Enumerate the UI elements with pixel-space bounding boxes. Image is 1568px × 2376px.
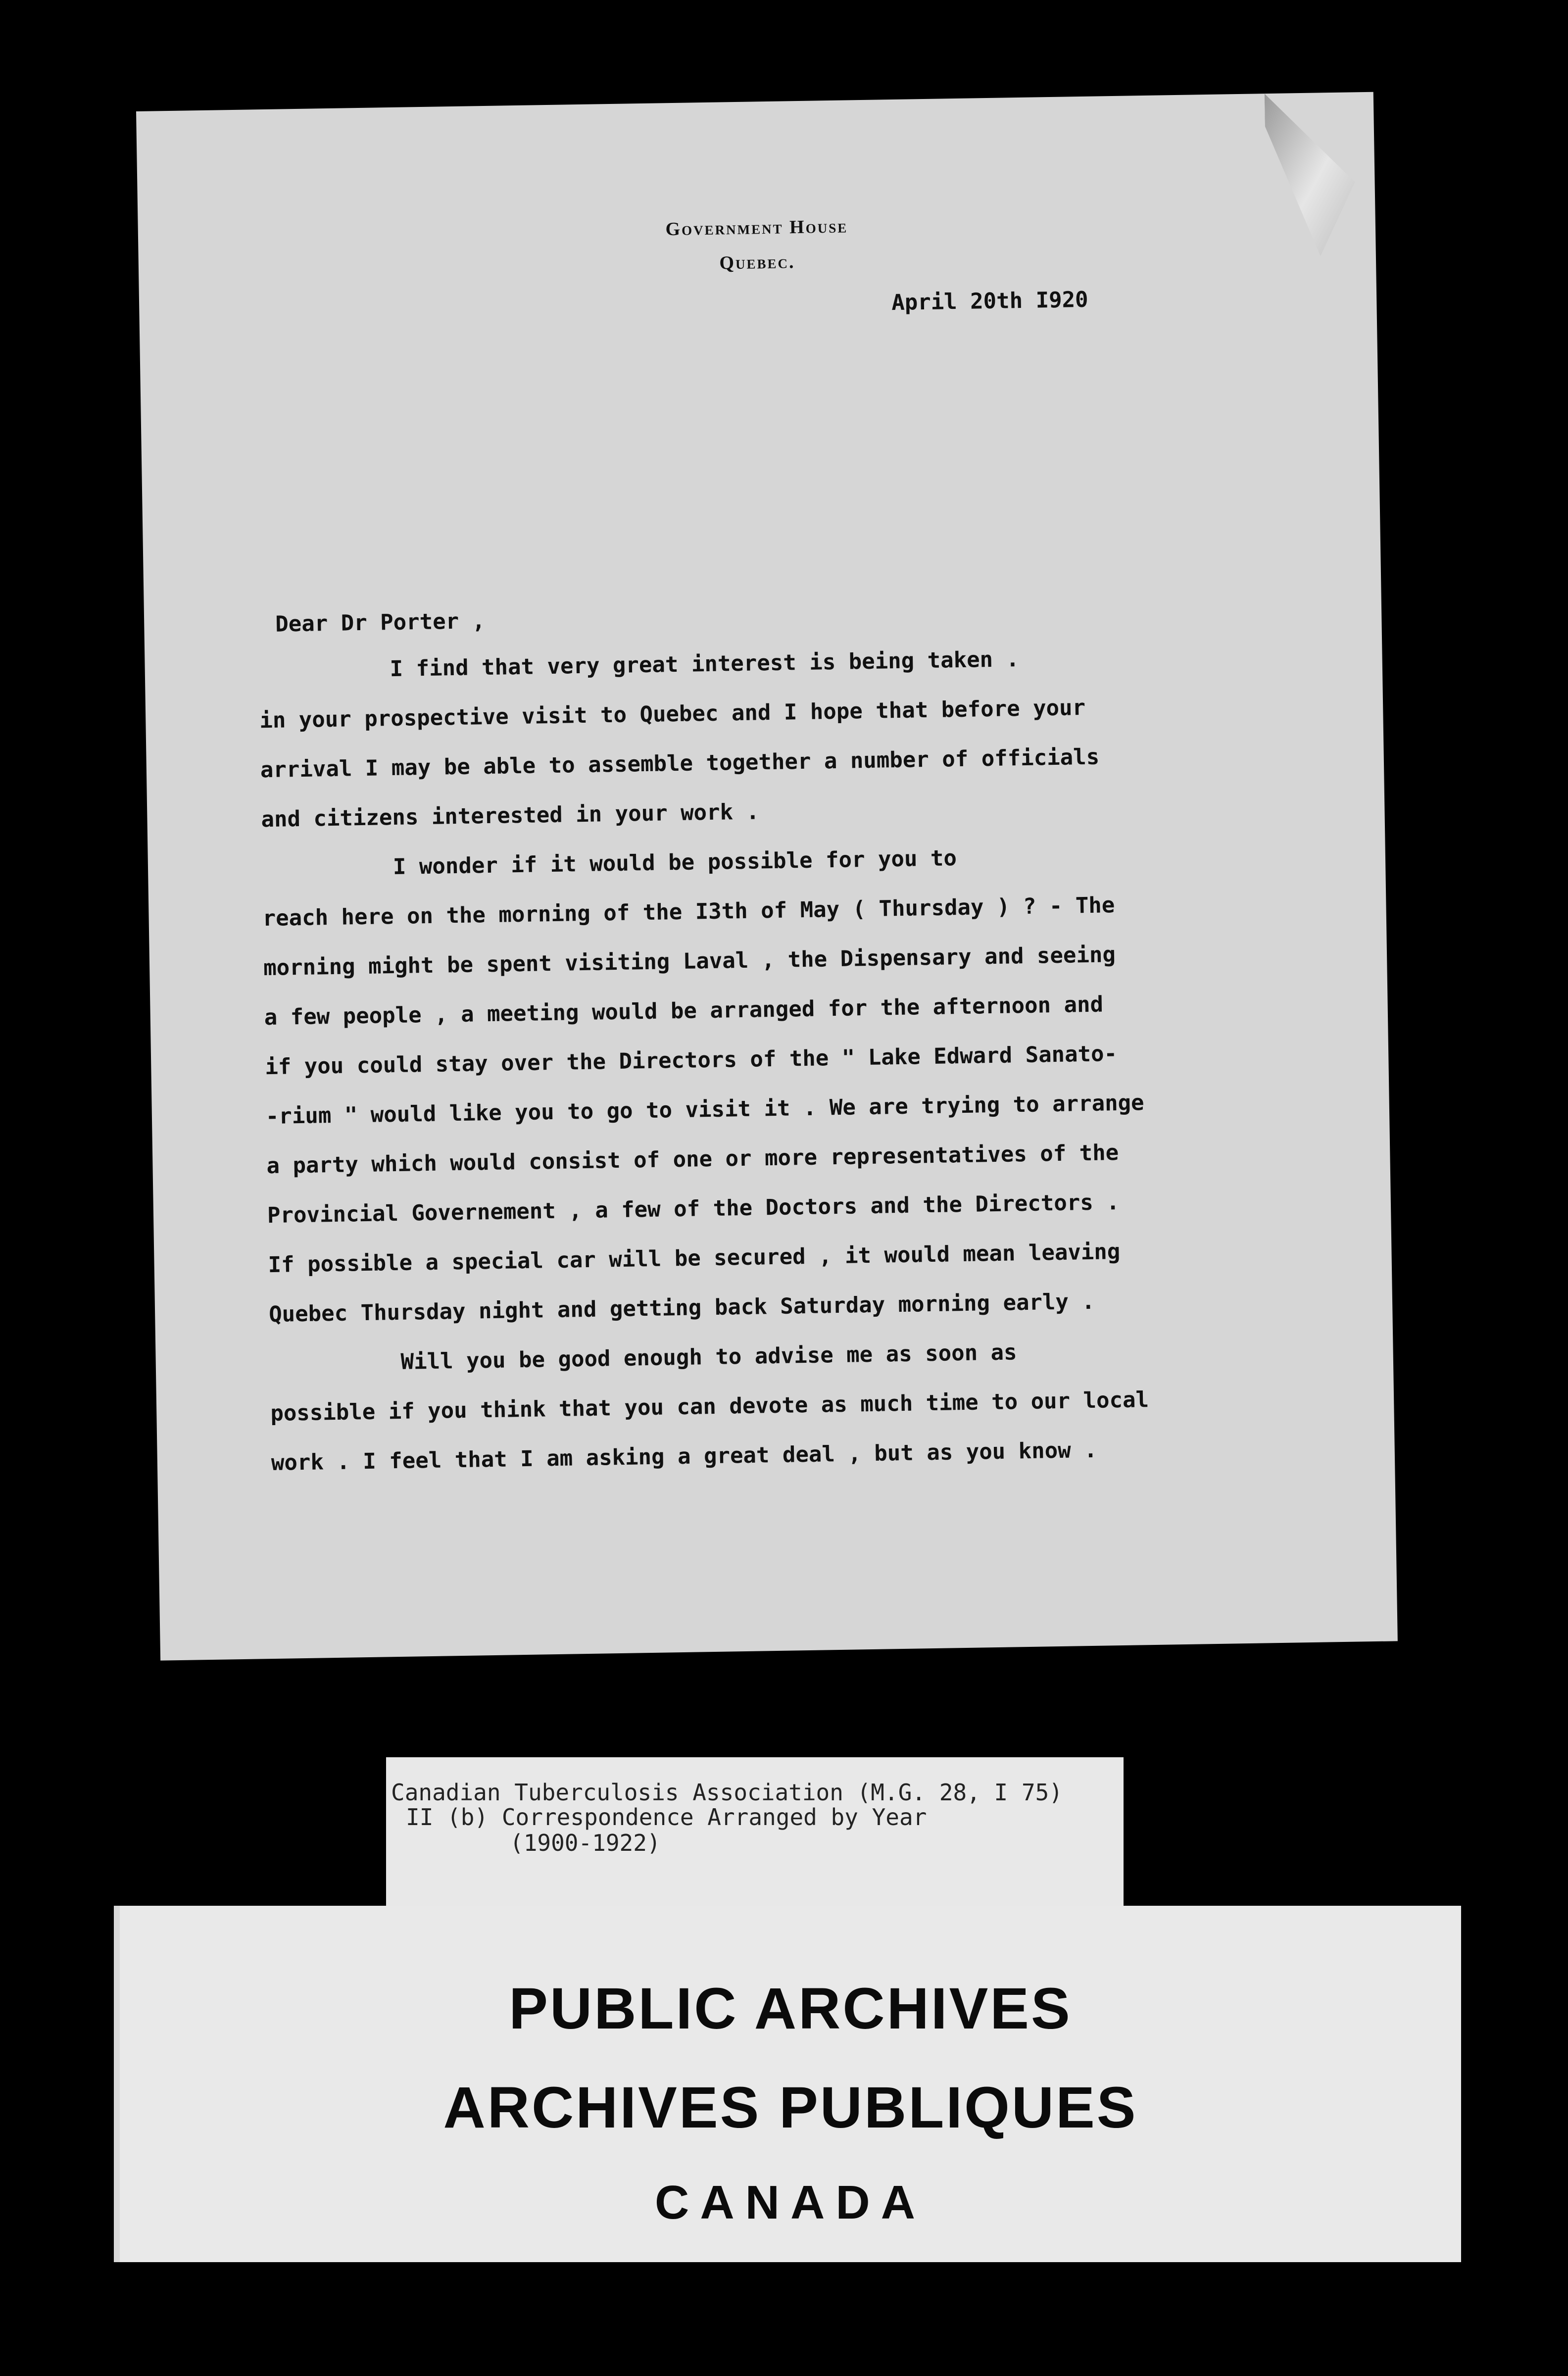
- letterhead-line: Quebec.: [719, 251, 795, 274]
- body-line: possible if you think that you can devote as much time to our local: [270, 1387, 1149, 1427]
- body-line: Will you be good enough to advise me as soon as: [269, 1339, 1017, 1377]
- folded-corner: [1265, 92, 1356, 257]
- body-line: Quebec Thursday night and getting back Saturday morning early .: [268, 1288, 1095, 1328]
- reference-line-2: II (b) Correspondence Arranged by Year: [406, 1804, 927, 1831]
- reference-line-1: Canadian Tuberculosis Association (M.G. 28, I 75): [391, 1779, 1063, 1806]
- body-line: a party which would consist of one or more representatives of the: [266, 1140, 1119, 1179]
- body-line: and citizens interested in your work .: [261, 799, 760, 833]
- letter-date: April 20th I920: [891, 287, 1088, 316]
- body-line: a few people , a meeting would be arranged for the afternoon and: [264, 991, 1104, 1031]
- body-line: I wonder if it would be possible for you to: [261, 845, 957, 882]
- letterhead: [633, 208, 881, 282]
- body-line: morning might be spent visiting Laval , the Dispensary and seeing: [263, 942, 1116, 981]
- banner-line-3: CANADA: [655, 2176, 926, 2229]
- salutation: Dear Dr Porter ,: [275, 608, 486, 637]
- body-line: work . I feel that I am asking a great deal , but as you know .: [271, 1437, 1098, 1476]
- letter-body: [258, 631, 1286, 1488]
- body-line: if you could stay over the Directors of the " Lake Edward Sanato-: [264, 1041, 1118, 1080]
- banner-line-2: ARCHIVES PUBLIQUES: [443, 2075, 1138, 2140]
- body-line: I find that very great interest is being taken .: [258, 646, 1020, 684]
- reference-line-3: (1900-1922): [510, 1830, 661, 1856]
- body-line: Provincial Governement , a few of the Doctors and the Directors .: [267, 1189, 1120, 1229]
- archive-reference-card: [386, 1757, 1124, 1906]
- body-line: reach here on the morning of the I3th of May ( Thursday ) ? - The: [262, 892, 1115, 932]
- letter-page: [136, 92, 1398, 1661]
- body-line: -rium " would like you to go to visit it . We are trying to arrange: [265, 1090, 1144, 1130]
- body-line: in your prospective visit to Quebec and I hope that before your: [259, 695, 1086, 734]
- body-line: If possible a special car will be secured , it would mean leaving: [268, 1239, 1121, 1278]
- public-archives-banner: [114, 1906, 1461, 2262]
- letterhead-line: Government House: [665, 216, 848, 240]
- body-line: arrival I may be able to assemble together a number of officials: [260, 744, 1100, 783]
- banner-line-1: PUBLIC ARCHIVES: [509, 1976, 1072, 2041]
